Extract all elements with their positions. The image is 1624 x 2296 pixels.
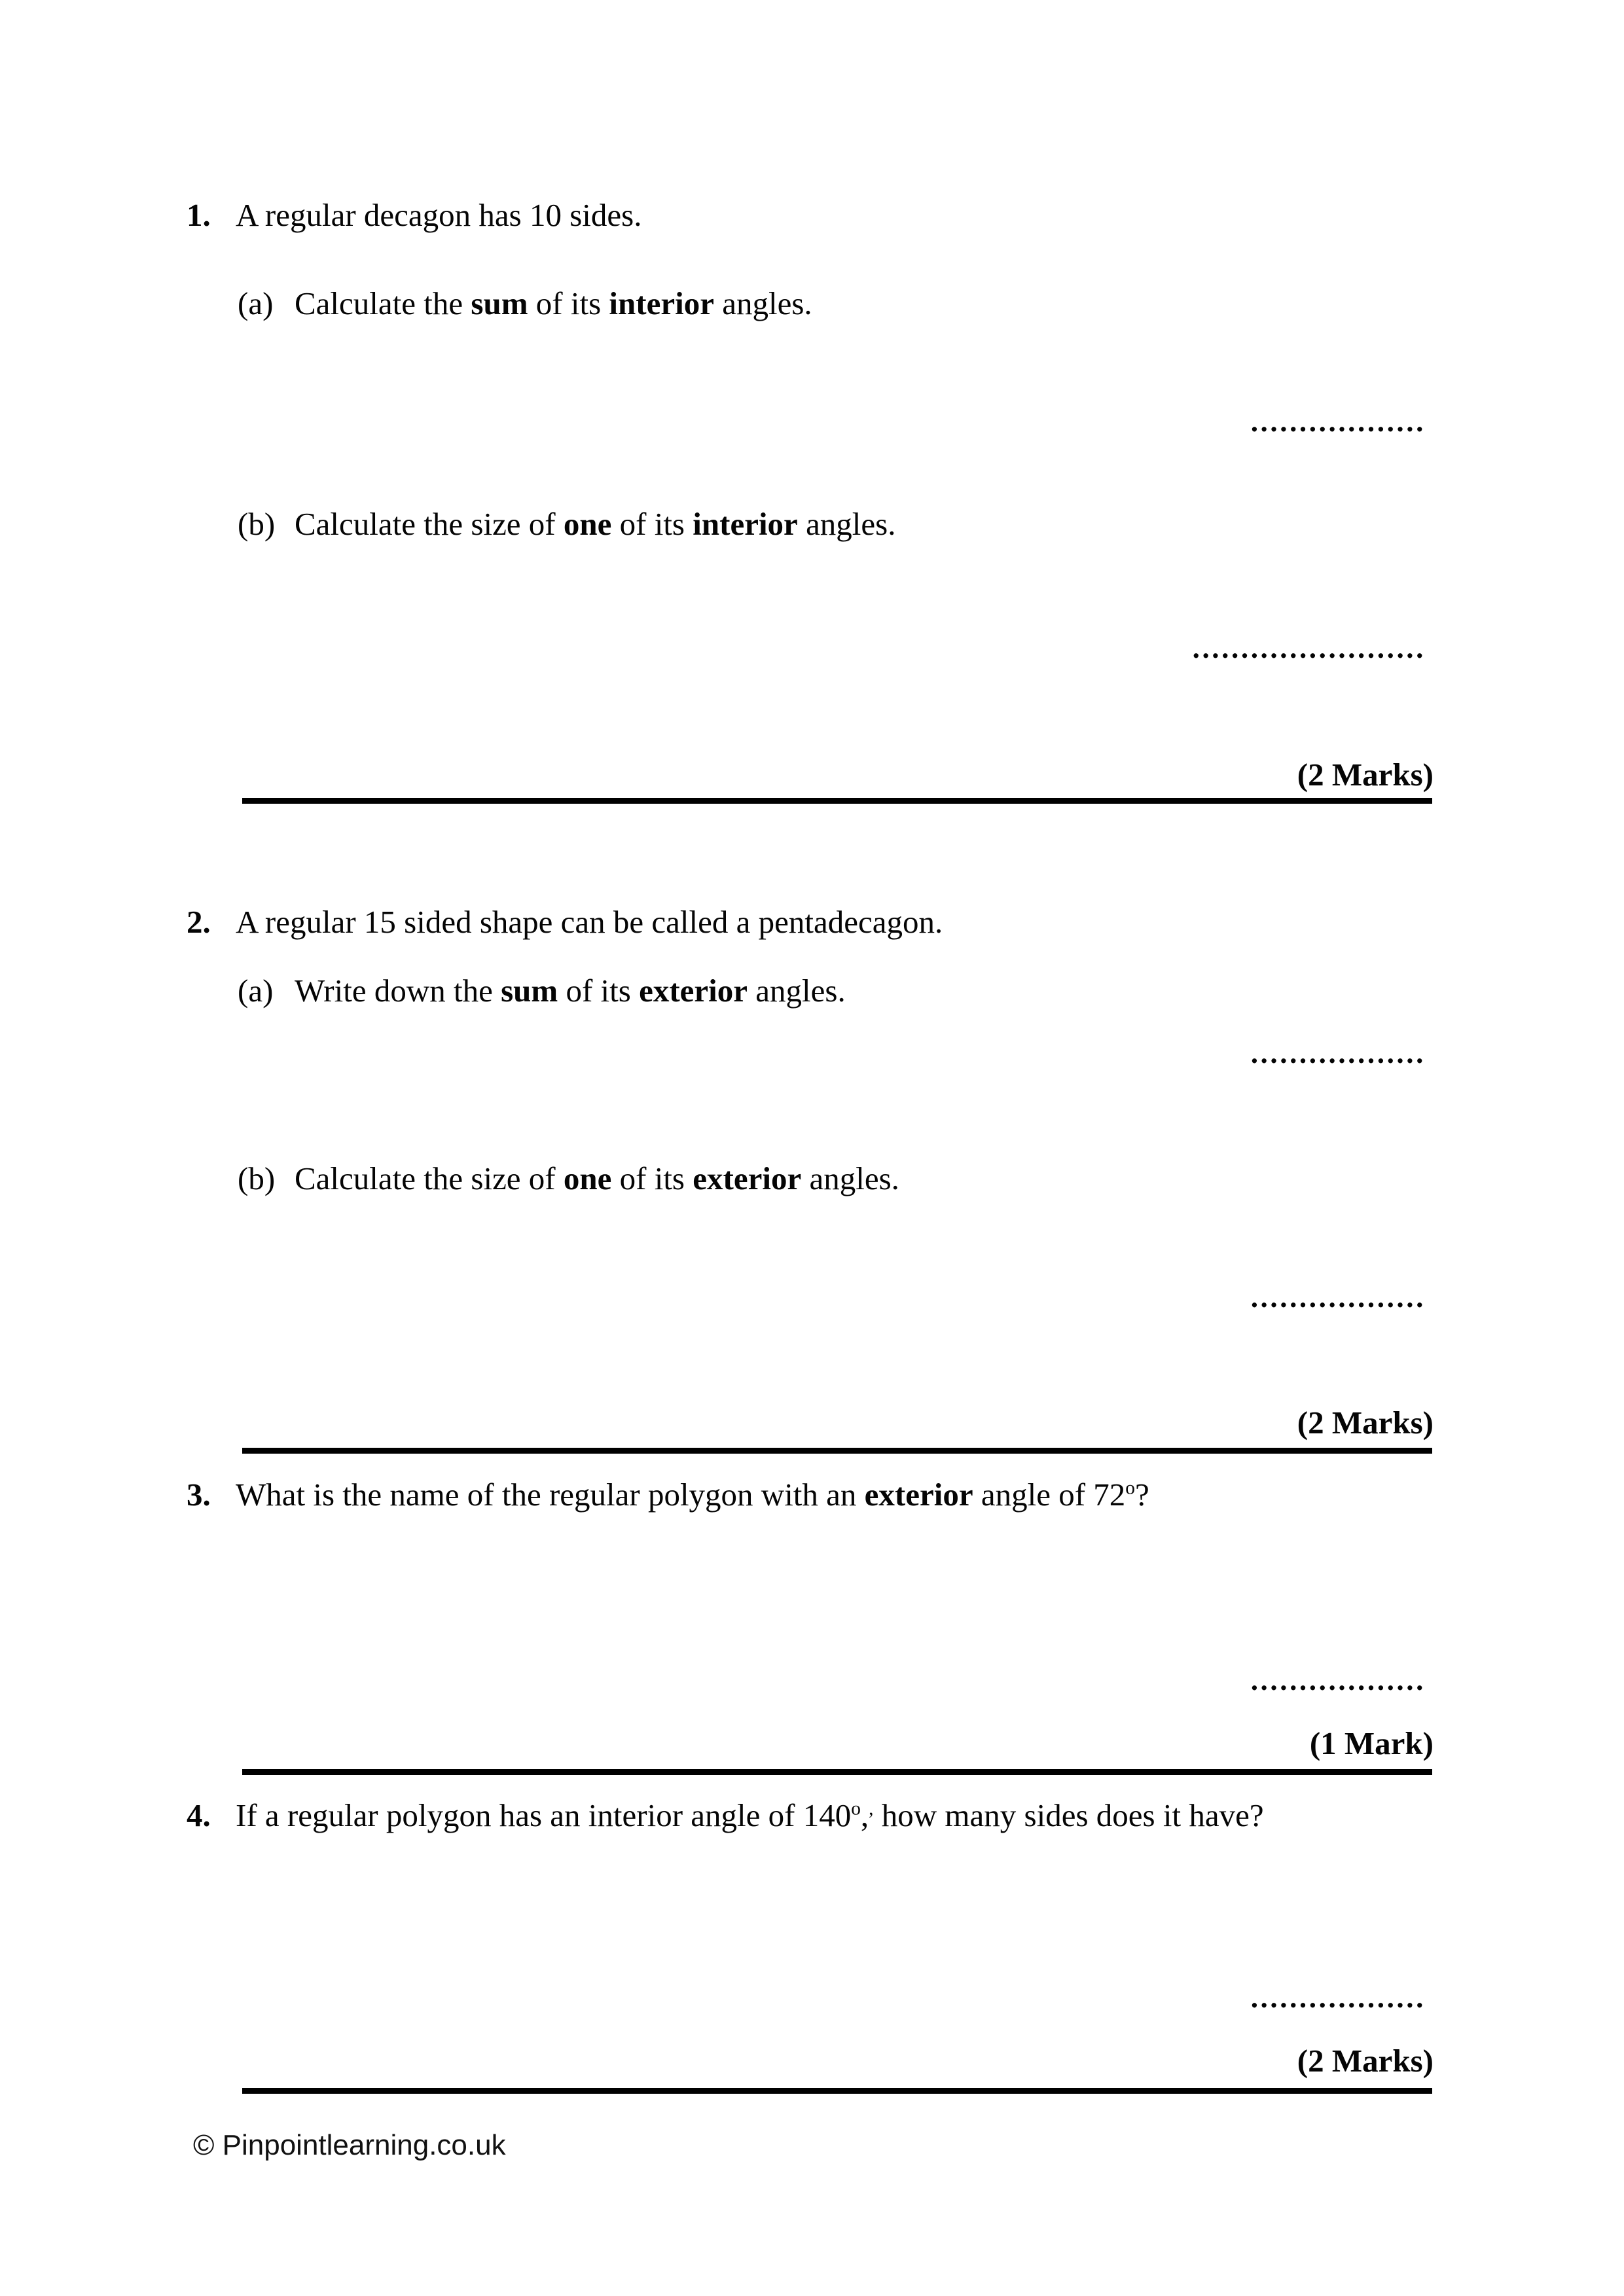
question-1 <box>187 197 642 234</box>
question-2a <box>238 973 846 1009</box>
question-1a-text: Calculate the sum of its interior angles. <box>295 285 812 321</box>
divider-1 <box>242 798 1432 804</box>
question-4 <box>187 1797 1264 1834</box>
divider-2 <box>242 1448 1432 1454</box>
answer-line-2a: .................. <box>1250 1037 1426 1069</box>
answer-line-4: .................. <box>1250 1981 1426 2014</box>
question-2 <box>187 904 943 941</box>
question-2-text: A regular 15 sided shape can be called a pentadecagon. <box>236 904 943 940</box>
question-1b <box>238 506 896 543</box>
question-1a-label: (a) <box>238 285 274 321</box>
question-1-number: 1. <box>187 197 211 233</box>
question-3-number: 3. <box>187 1477 211 1513</box>
question-3 <box>187 1477 1149 1513</box>
question-2-number: 2. <box>187 904 211 940</box>
question-1b-label: (b) <box>238 506 276 542</box>
marks-question-3: (1 Mark) <box>1309 1725 1434 1761</box>
footer-copyright: © Pinpointlearning.co.uk <box>193 2129 506 2161</box>
divider-3 <box>242 1769 1432 1775</box>
question-2b <box>238 1160 899 1197</box>
question-2a-text: Write down the sum of its exterior angles. <box>295 973 846 1009</box>
answer-line-1a: .................. <box>1250 405 1426 438</box>
answer-line-3: .................. <box>1250 1664 1426 1696</box>
question-2b-label: (b) <box>238 1160 276 1196</box>
marks-question-2: (2 Marks) <box>1297 1405 1434 1441</box>
question-4-number: 4. <box>187 1797 211 1833</box>
divider-4 <box>242 2088 1432 2094</box>
marks-question-1: (2 Marks) <box>1297 757 1434 793</box>
question-2b-text: Calculate the size of one of its exterior angles. <box>295 1160 899 1196</box>
question-4-text: If a regular polygon has an interior angle of 140$^o$,, how many sides does it have? <box>236 1797 1264 1833</box>
question-1b-text: Calculate the size of one of its interior angles. <box>295 506 896 542</box>
answer-line-1b: ........................ <box>1192 632 1426 664</box>
marks-question-4: (2 Marks) <box>1297 2043 1434 2079</box>
question-1a <box>238 285 812 322</box>
answer-line-2b: .................. <box>1250 1281 1426 1314</box>
question-3-text: What is the name of the regular polygon with an exterior angle of 72$^o$? <box>236 1477 1149 1513</box>
question-1-text: A regular decagon has 10 sides. <box>236 197 642 233</box>
question-2a-label: (a) <box>238 973 274 1009</box>
